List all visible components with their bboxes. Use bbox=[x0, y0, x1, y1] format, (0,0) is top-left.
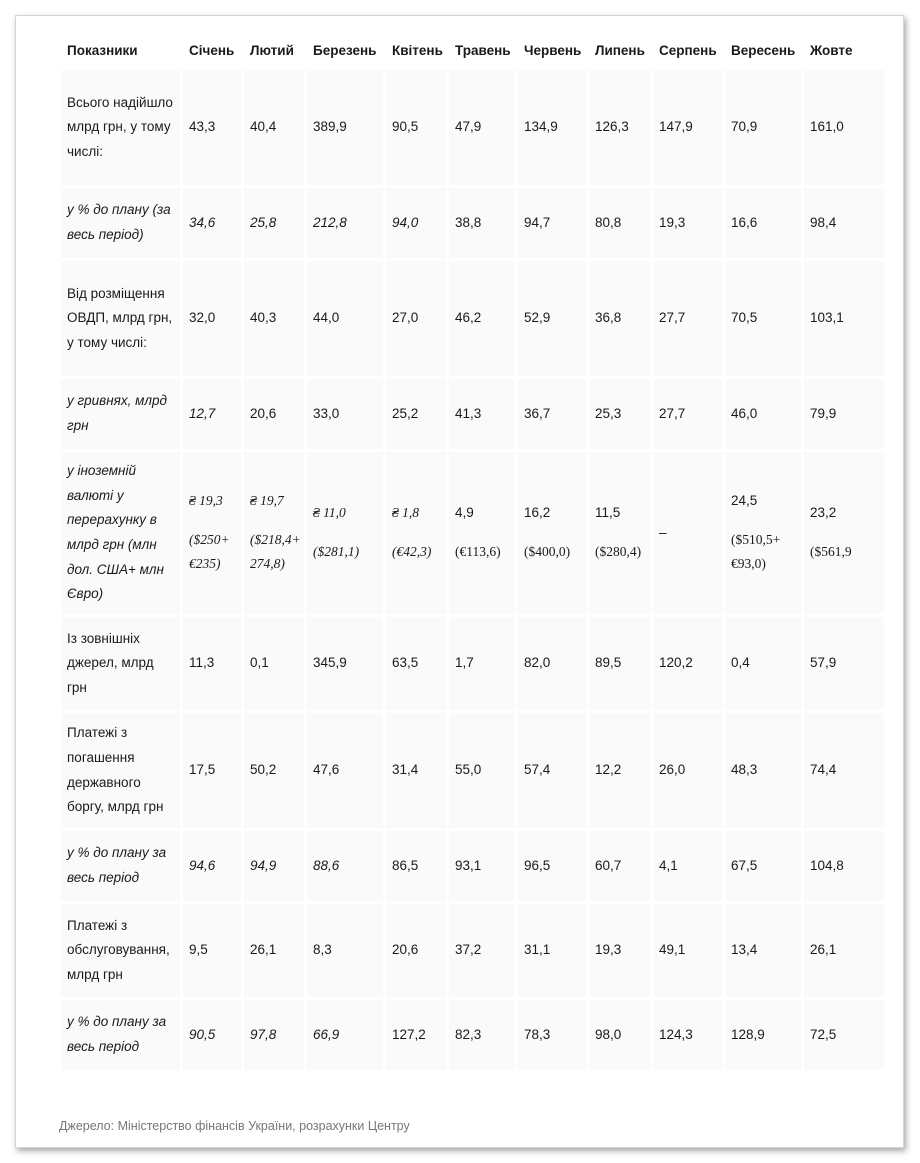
cell-value: 24,5 bbox=[731, 493, 758, 509]
table-cell: 47,6 bbox=[307, 713, 383, 828]
table-cell: 43,3 bbox=[183, 70, 241, 185]
row-label: Платежі з обслуговування, млрд грн bbox=[61, 904, 180, 997]
header-cell-march: Березень bbox=[313, 42, 377, 58]
table-cell: 0,4 bbox=[725, 617, 801, 710]
table-row-percent-plan-service bbox=[61, 1000, 884, 1070]
table-cell: 49,1 bbox=[653, 904, 722, 997]
table-cell: 13,4 bbox=[725, 904, 801, 997]
table-cell: 38,8 bbox=[449, 188, 515, 258]
table-cell bbox=[386, 452, 446, 614]
table-cell: 90,5 bbox=[183, 1000, 241, 1070]
table-cell: 88,6 bbox=[307, 831, 383, 901]
table-cell: 89,5 bbox=[589, 617, 650, 710]
table-cell: 52,9 bbox=[518, 261, 586, 376]
cell-subvalue: ($250+ €235) bbox=[189, 531, 230, 572]
row-label: у % до плану за весь період bbox=[61, 831, 180, 901]
table-cell: 63,5 bbox=[386, 617, 446, 710]
table-row-debt-repayment bbox=[61, 713, 884, 828]
table-cell: 16,6 bbox=[725, 188, 801, 258]
table-cell bbox=[449, 452, 515, 614]
cell-value: ₴ 19,3 bbox=[189, 493, 223, 509]
table-cell: 94,7 bbox=[518, 188, 586, 258]
cell-value: ₴ 1,8 bbox=[392, 505, 419, 521]
table-cell bbox=[307, 452, 383, 614]
table-row-uah bbox=[61, 379, 884, 449]
table-cell: 47,9 bbox=[449, 70, 515, 185]
table-cell: 31,1 bbox=[518, 904, 586, 997]
header-cell-january: Січень bbox=[189, 42, 235, 58]
row-label: Від розміщення ОВДП, млрд грн, у тому числі: bbox=[61, 261, 180, 376]
table-cell: 40,4 bbox=[244, 70, 304, 185]
table-cell: 8,3 bbox=[307, 904, 383, 997]
cell-subvalue: ($281,1) bbox=[313, 544, 360, 559]
table-cell: 98,0 bbox=[589, 1000, 650, 1070]
table-cell: 41,3 bbox=[449, 379, 515, 449]
table-cell: 66,9 bbox=[307, 1000, 383, 1070]
cell-value: 11,5 bbox=[595, 505, 621, 521]
table-cell: 70,5 bbox=[725, 261, 801, 376]
cell-subvalue: ($561,9 bbox=[810, 544, 852, 559]
table-cell: 50,2 bbox=[244, 713, 304, 828]
table-cell: 134,9 bbox=[518, 70, 586, 185]
table-cell: 27,7 bbox=[653, 261, 722, 376]
table-cell: 90,5 bbox=[386, 70, 446, 185]
table-cell: 48,3 bbox=[725, 713, 801, 828]
header-cell-june: Червень bbox=[524, 42, 582, 58]
table-cell: 0,1 bbox=[244, 617, 304, 710]
table-cell: 25,2 bbox=[386, 379, 446, 449]
table-cell: 11,3 bbox=[183, 617, 241, 710]
table-cell: 161,0 bbox=[804, 70, 884, 185]
table-cell: 33,0 bbox=[307, 379, 383, 449]
table-cell: 26,1 bbox=[804, 904, 884, 997]
table-cell: 72,5 bbox=[804, 1000, 884, 1070]
table-cell: 4,1 bbox=[653, 831, 722, 901]
table-cell: 127,2 bbox=[386, 1000, 446, 1070]
table-cell bbox=[244, 452, 304, 614]
table-cell: 120,2 bbox=[653, 617, 722, 710]
cell-subvalue: ($280,4) bbox=[595, 544, 642, 559]
cell-value: 4,9 bbox=[455, 505, 474, 521]
table-cell: 34,6 bbox=[183, 188, 241, 258]
header-cell-july: Липень bbox=[595, 42, 645, 58]
table-cell: 46,2 bbox=[449, 261, 515, 376]
table-cell: 32,0 bbox=[183, 261, 241, 376]
table-cell: 36,8 bbox=[589, 261, 650, 376]
table-cell: 94,6 bbox=[183, 831, 241, 901]
table-cell: 46,0 bbox=[725, 379, 801, 449]
table-row-foreign-currency bbox=[61, 452, 884, 614]
table-cell: 26,1 bbox=[244, 904, 304, 997]
table-cell: 93,1 bbox=[449, 831, 515, 901]
table-cell: 78,3 bbox=[518, 1000, 586, 1070]
table-cell: 17,5 bbox=[183, 713, 241, 828]
row-label: Всього надійшло млрд грн, у тому числі: bbox=[61, 70, 180, 185]
table-cell: 80,8 bbox=[589, 188, 650, 258]
table-cell: 25,8 bbox=[244, 188, 304, 258]
table-cell: 36,7 bbox=[518, 379, 586, 449]
table-cell: 94,0 bbox=[386, 188, 446, 258]
table-cell: 25,3 bbox=[589, 379, 650, 449]
table-cell: 86,5 bbox=[386, 831, 446, 901]
cell-subvalue: ($218,4+ 274,8) bbox=[250, 531, 301, 572]
table-cell: 124,3 bbox=[653, 1000, 722, 1070]
header-cell-august: Серпень bbox=[659, 42, 717, 58]
table-cell: 44,0 bbox=[307, 261, 383, 376]
table-cell: 147,9 bbox=[653, 70, 722, 185]
table-row-total-received bbox=[61, 70, 884, 185]
table-cell: 94,9 bbox=[244, 831, 304, 901]
table-cell: 55,0 bbox=[449, 713, 515, 828]
table-cell: 74,4 bbox=[804, 713, 884, 828]
table-cell: 82,3 bbox=[449, 1000, 515, 1070]
table-cell: 82,0 bbox=[518, 617, 586, 710]
table-cell: 96,5 bbox=[518, 831, 586, 901]
header-cell-april: Квітень bbox=[392, 42, 443, 58]
table-cell: 104,8 bbox=[804, 831, 884, 901]
row-label: у % до плану (за весь період) bbox=[61, 188, 180, 258]
table-cell: 103,1 bbox=[804, 261, 884, 376]
table-cell: 1,7 bbox=[449, 617, 515, 710]
table-cell bbox=[725, 452, 801, 614]
table-cell: 20,6 bbox=[386, 904, 446, 997]
table-cell: 26,0 bbox=[653, 713, 722, 828]
cell-subvalue: ($510,5+ €93,0) bbox=[731, 531, 781, 572]
table-cell bbox=[653, 452, 722, 614]
table-row-percent-plan-total bbox=[61, 188, 884, 258]
row-label: у гривнях, млрд грн bbox=[61, 379, 180, 449]
header-cell-september: Вересень bbox=[731, 42, 796, 58]
table-cell bbox=[589, 452, 650, 614]
header-cell-october: Жовте bbox=[810, 42, 853, 58]
table-cell: 97,8 bbox=[244, 1000, 304, 1070]
cell-subvalue: ($400,0) bbox=[524, 544, 571, 559]
table-row-ovdp bbox=[61, 261, 884, 376]
table-cell bbox=[518, 452, 586, 614]
row-label: у % до плану за весь період bbox=[61, 1000, 180, 1070]
table-cell: 37,2 bbox=[449, 904, 515, 997]
table-cell: 60,7 bbox=[589, 831, 650, 901]
header-cell-february: Лютий bbox=[250, 42, 294, 58]
table-row-external bbox=[61, 617, 884, 710]
table-cell: 19,3 bbox=[589, 904, 650, 997]
table-cell: 12,2 bbox=[589, 713, 650, 828]
source-note: Джерело: Міністерство фінансів України, розрахунки Центру bbox=[59, 1119, 410, 1133]
cell-value: 23,2 bbox=[810, 505, 837, 521]
article-frame bbox=[15, 15, 904, 1148]
table-container[interactable] bbox=[61, 32, 853, 1070]
table-cell bbox=[183, 452, 241, 614]
row-label: у іноземній валюті у перерахунку в млрд грн (млн дол. США+ млн Євро) bbox=[61, 452, 180, 614]
table-cell: 212,8 bbox=[307, 188, 383, 258]
cell-subvalue: (€42,3) bbox=[392, 544, 432, 559]
table-cell bbox=[804, 452, 884, 614]
table-cell: 389,9 bbox=[307, 70, 383, 185]
table-cell: 67,5 bbox=[725, 831, 801, 901]
row-label: Платежі з погашення державного боргу, млрд грн bbox=[61, 713, 180, 828]
cell-value: ₴ 19,7 bbox=[250, 493, 284, 509]
table-row-percent-plan-repayment bbox=[61, 831, 884, 901]
cell-value: 16,2 bbox=[524, 505, 551, 521]
table-cell: 79,9 bbox=[804, 379, 884, 449]
cell-subvalue: (€113,6) bbox=[455, 544, 501, 559]
table-cell: 126,3 bbox=[589, 70, 650, 185]
table-cell: 40,3 bbox=[244, 261, 304, 376]
table-cell: 57,9 bbox=[804, 617, 884, 710]
row-label: Із зовнішніх джерел, млрд грн bbox=[61, 617, 180, 710]
table-cell: 19,3 bbox=[653, 188, 722, 258]
header-cell-may: Травень bbox=[455, 42, 511, 58]
table-cell: 27,7 bbox=[653, 379, 722, 449]
table-cell: 57,4 bbox=[518, 713, 586, 828]
table-cell: 31,4 bbox=[386, 713, 446, 828]
cell-subvalue: – bbox=[659, 524, 667, 540]
cell-value: ₴ 11,0 bbox=[313, 505, 346, 521]
debt-table bbox=[58, 32, 887, 1070]
header-cell-indicators: Показники bbox=[67, 42, 138, 58]
table-row-debt-service bbox=[61, 904, 884, 997]
table-cell: 98,4 bbox=[804, 188, 884, 258]
table-cell: 27,0 bbox=[386, 261, 446, 376]
table-cell: 70,9 bbox=[725, 70, 801, 185]
table-cell: 12,7 bbox=[183, 379, 241, 449]
table-cell: 9,5 bbox=[183, 904, 241, 997]
table-cell: 345,9 bbox=[307, 617, 383, 710]
table-cell: 20,6 bbox=[244, 379, 304, 449]
table-cell: 128,9 bbox=[725, 1000, 801, 1070]
table-header-row bbox=[61, 32, 884, 70]
